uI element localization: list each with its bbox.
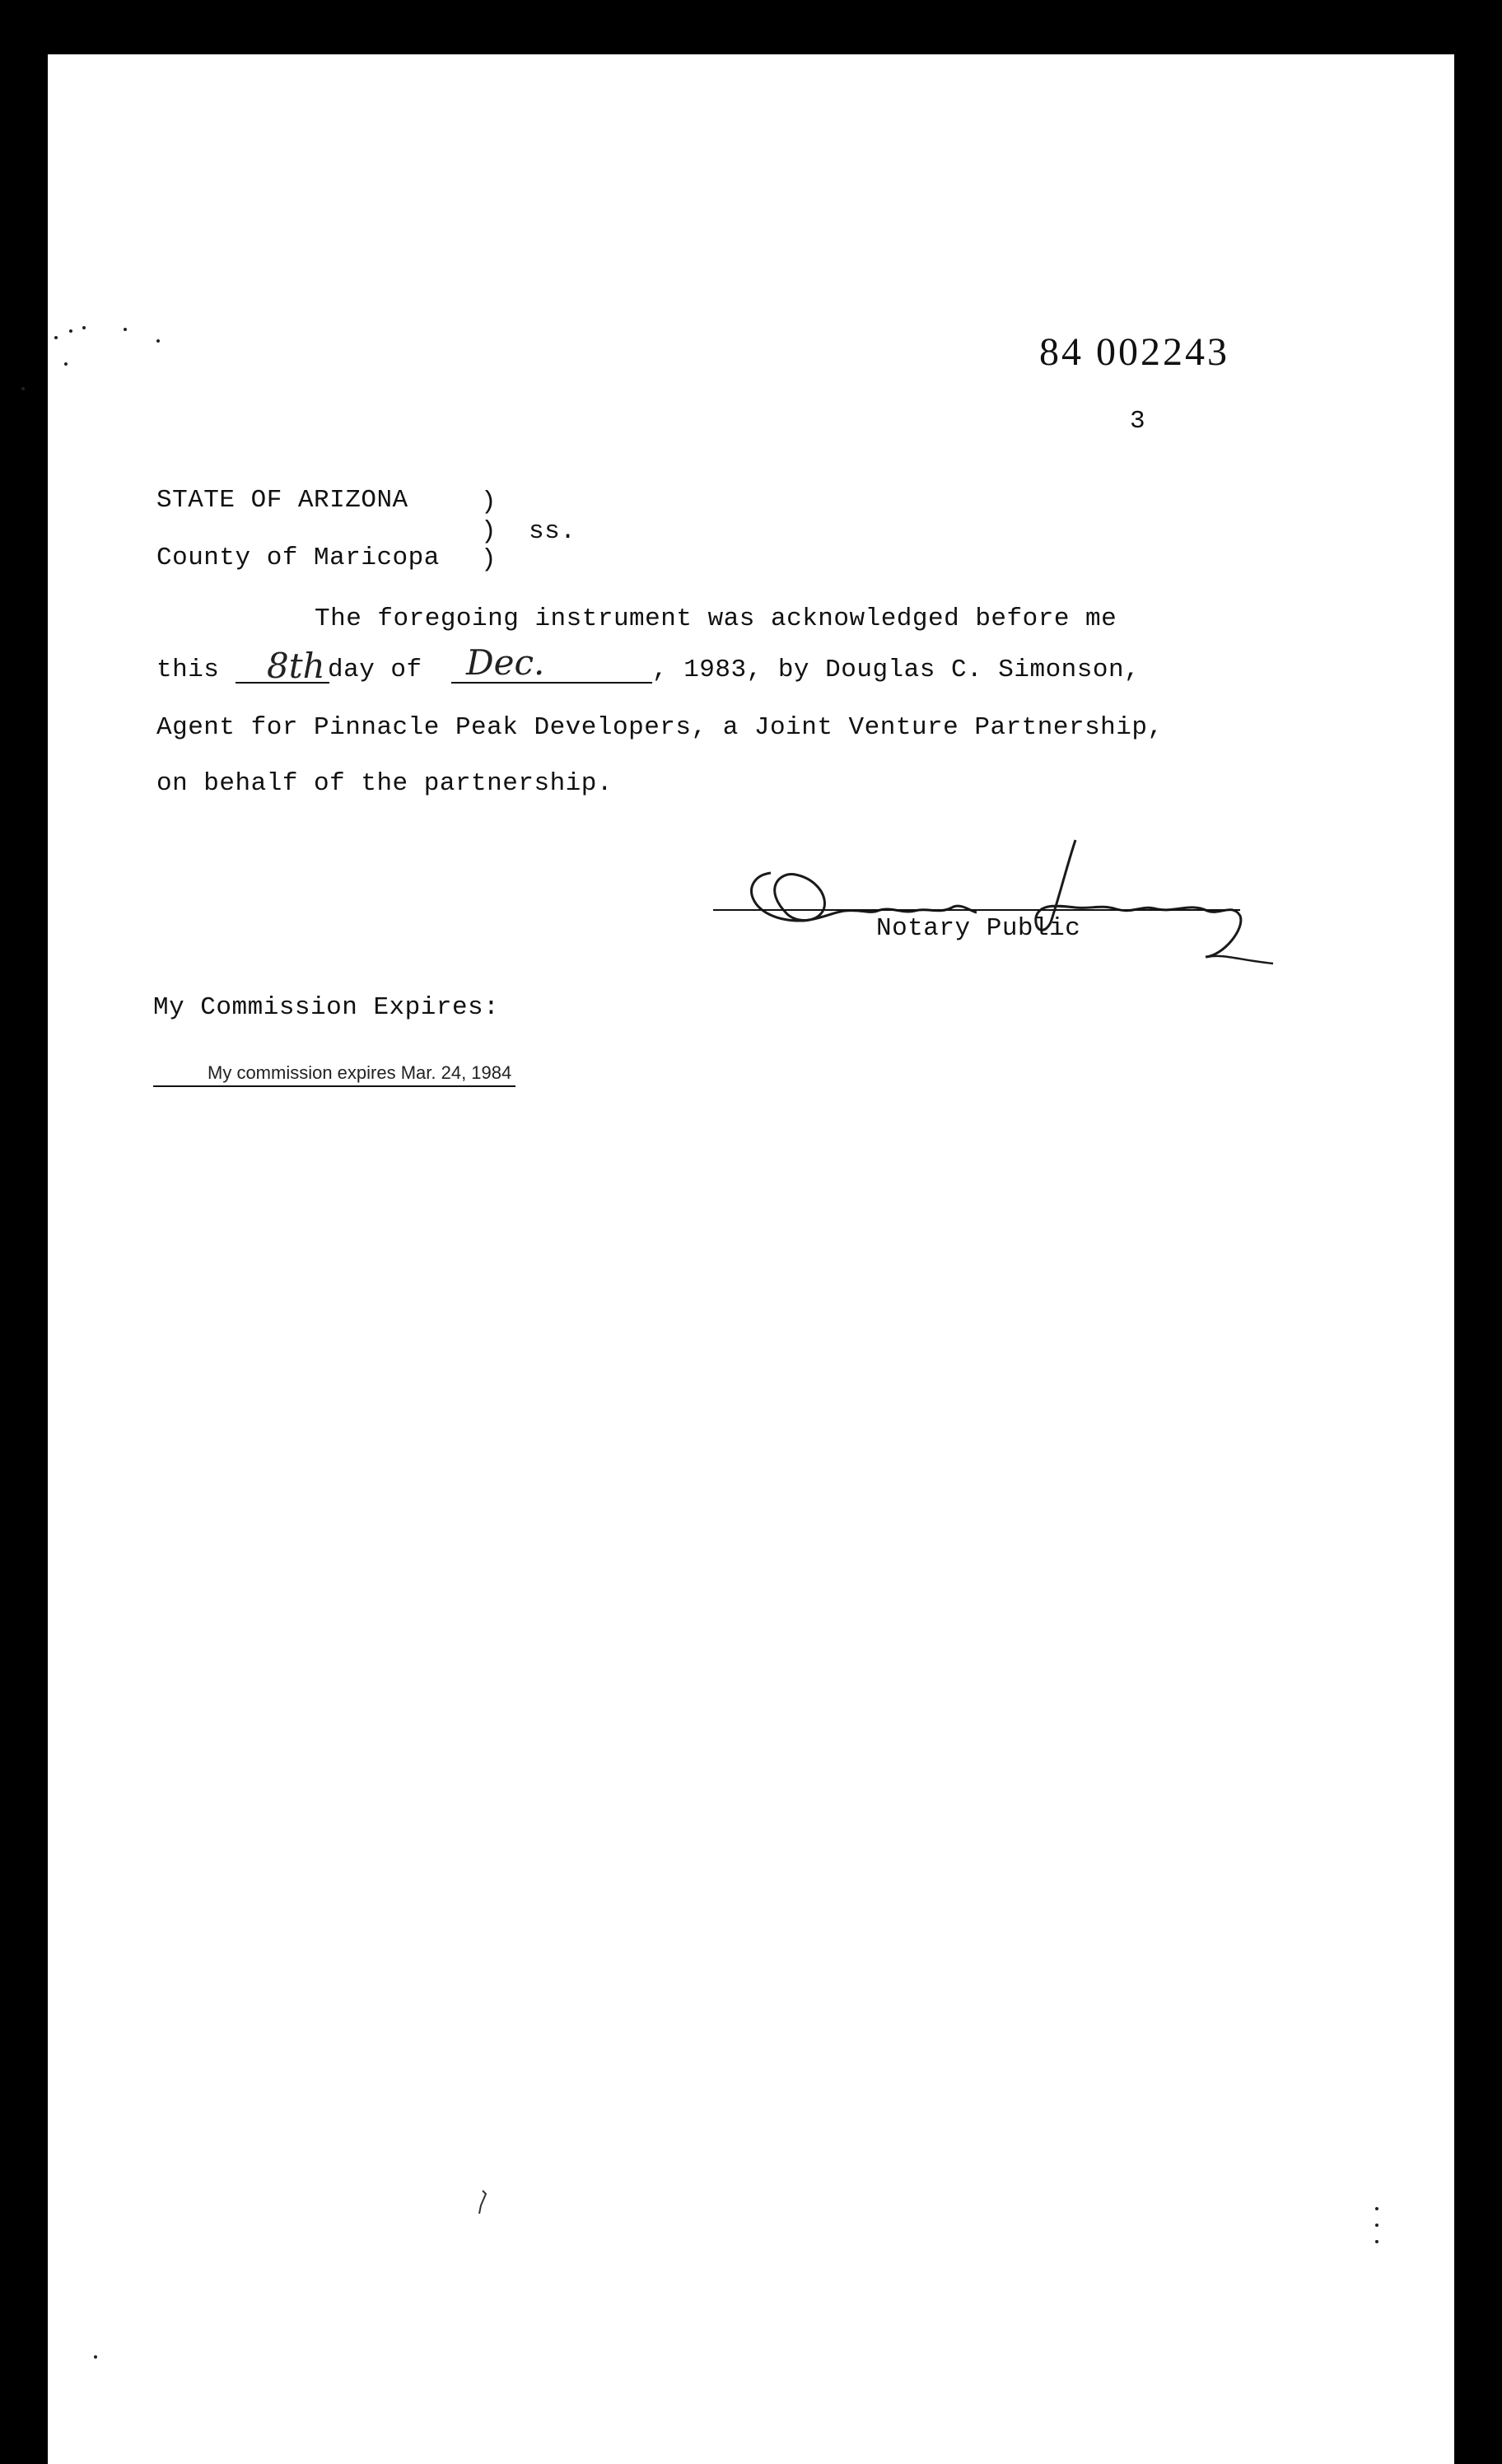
body-this-label: this — [156, 656, 220, 684]
scan-speck — [94, 2355, 97, 2359]
scan-speck — [21, 387, 25, 390]
scan-speck — [124, 328, 127, 331]
venue-paren-2: ) — [481, 517, 497, 546]
scan-speck — [64, 362, 68, 366]
venue-paren-1: ) — [481, 488, 497, 516]
body-line-4: on behalf of the partnership. — [156, 769, 613, 798]
body-line-3: Agent for Pinnacle Peak Developers, a Joint Venture Partnership, — [156, 713, 1164, 742]
commission-label: My Commission Expires: — [153, 993, 500, 1022]
scan-edge-left-bottom — [0, 2141, 25, 2199]
body-line-1: The foregoing instrument was acknowledged before me — [315, 604, 1117, 633]
notary-signature — [713, 832, 1273, 980]
page-number: 3 — [1130, 407, 1146, 436]
scan-speck — [1375, 2224, 1378, 2227]
scan-speck — [1375, 2240, 1378, 2243]
scan-speck — [1375, 2207, 1378, 2210]
signature-line — [713, 909, 1240, 911]
notary-public-title: Notary Public — [876, 914, 1081, 943]
commission-expiry-stamp: My commission expires Mar. 24, 1984 — [208, 1062, 512, 1083]
scan-speck — [82, 326, 86, 329]
recording-number: 84 002243 — [1039, 330, 1229, 374]
scan-edge-left-top — [0, 54, 48, 285]
venue-paren-3: ) — [481, 545, 497, 574]
scan-speck — [54, 336, 58, 339]
county-line: County of Maricopa — [156, 544, 440, 572]
commission-line — [153, 1085, 515, 1087]
body-day-of-label: day of — [328, 656, 422, 684]
scan-speck — [156, 339, 160, 343]
paper-sheet — [48, 54, 1454, 2464]
handwritten-day: 8th — [267, 646, 325, 686]
scan-speck — [69, 329, 72, 333]
bottom-pen-mark — [474, 2187, 491, 2220]
venue-ss: ss. — [529, 517, 576, 546]
body-year-and-name: , 1983, by Douglas C. Simonson, — [652, 656, 1140, 684]
handwritten-month: Dec. — [466, 642, 545, 683]
state-line: STATE OF ARIZONA — [156, 486, 408, 515]
